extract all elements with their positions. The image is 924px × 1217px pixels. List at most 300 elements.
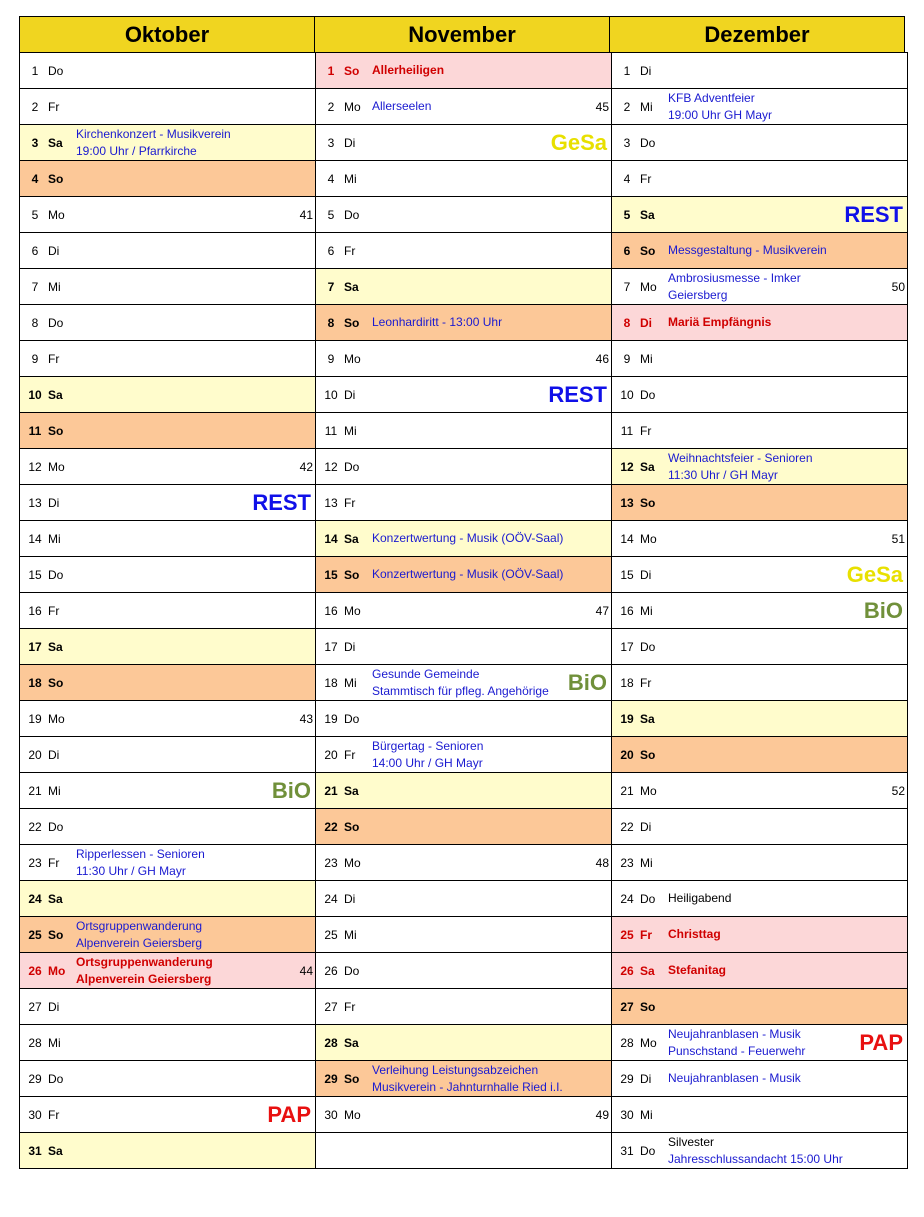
- day-row: [19, 736, 316, 773]
- event-line: Mariä Empfängnis: [668, 315, 772, 329]
- weekday: So: [48, 423, 64, 438]
- weekday: Di: [48, 747, 60, 762]
- day-row: [611, 520, 908, 557]
- event-line: Neujahranblasen - Musik: [668, 1026, 801, 1041]
- day-number: 15: [324, 567, 338, 582]
- event-text: [668, 89, 772, 124]
- weekday: Mi: [48, 531, 61, 546]
- day-number: 30: [324, 1107, 338, 1122]
- day-number: 7: [31, 279, 39, 294]
- day-row: [611, 340, 908, 377]
- day-row: [611, 916, 908, 953]
- day-row: [19, 808, 316, 845]
- day-row: [611, 628, 908, 665]
- day-number: 15: [28, 567, 42, 582]
- day-number: 15: [620, 567, 634, 582]
- day-row: [611, 448, 908, 485]
- day-row: [19, 592, 316, 629]
- day-number: 4: [327, 171, 335, 186]
- week-number: 45: [595, 99, 609, 114]
- day-number: 21: [28, 783, 42, 798]
- month-header-dezember: Dezember: [609, 16, 905, 53]
- empty-row: [315, 1132, 612, 1169]
- day-row: [315, 628, 612, 665]
- weekday: Do: [640, 387, 656, 402]
- collection-tag: REST: [252, 489, 311, 515]
- week-number: 47: [595, 603, 609, 618]
- day-row: [19, 340, 316, 377]
- day-row: [611, 700, 908, 737]
- day-row: [19, 412, 316, 449]
- event-line: Heiligabend: [668, 891, 732, 905]
- weekday: Sa: [344, 783, 359, 798]
- week-number: 52: [891, 783, 905, 798]
- day-row: [315, 376, 612, 413]
- day-number: 26: [28, 963, 42, 978]
- event-line: Ortsgruppenwanderung: [76, 918, 203, 933]
- event-line: Ambrosiusmesse - Imker: [668, 270, 801, 285]
- event-text: [372, 665, 549, 700]
- day-number: 24: [620, 891, 634, 906]
- event-text: [76, 845, 205, 880]
- weekday: Mo: [344, 351, 361, 366]
- event-line: Geiersberg: [668, 287, 728, 302]
- event-text: [668, 881, 731, 916]
- week-number: 49: [595, 1107, 609, 1122]
- day-row: [19, 88, 316, 125]
- event-text: [372, 557, 563, 592]
- day-row: [611, 304, 908, 341]
- event-line: 19:00 Uhr GH Mayr: [668, 107, 773, 122]
- weekday: Di: [640, 819, 652, 834]
- day-number: 14: [324, 531, 338, 546]
- day-row: [315, 988, 612, 1025]
- day-number: 10: [324, 387, 338, 402]
- event-line: KFB Adventfeier: [668, 90, 755, 105]
- day-number: 13: [324, 495, 338, 510]
- day-number: 16: [28, 603, 42, 618]
- event-line: Stefanitag: [668, 963, 727, 977]
- day-row: [315, 196, 612, 233]
- weekday: Do: [640, 639, 656, 654]
- event-text: [372, 305, 502, 340]
- day-number: 20: [620, 747, 634, 762]
- event-line: Musikverein - Jahnturnhalle Ried i.I.: [372, 1079, 563, 1094]
- weekday: Fr: [640, 423, 652, 438]
- day-number: 18: [620, 675, 634, 690]
- weekday: Sa: [344, 1035, 359, 1050]
- day-number: 27: [28, 999, 42, 1014]
- weekday: Mi: [344, 927, 357, 942]
- day-row: [611, 592, 908, 629]
- day-number: 21: [620, 783, 634, 798]
- weekday: Di: [48, 243, 60, 258]
- weekday: Mi: [640, 1107, 653, 1122]
- event-text: [76, 125, 231, 160]
- day-number: 25: [324, 927, 338, 942]
- day-number: 2: [31, 99, 39, 114]
- day-row: [19, 520, 316, 557]
- weekday: Sa: [640, 711, 655, 726]
- weekday: So: [48, 927, 64, 942]
- day-row: [611, 160, 908, 197]
- day-number: 22: [28, 819, 42, 834]
- day-row: [611, 412, 908, 449]
- event-text: [668, 1025, 805, 1060]
- event-line: 14:00 Uhr / GH Mayr: [372, 755, 483, 770]
- day-number: 11: [28, 423, 42, 438]
- day-row: [19, 268, 316, 305]
- event-text: [668, 449, 813, 484]
- day-number: 25: [28, 927, 42, 942]
- day-number: 30: [28, 1107, 42, 1122]
- day-number: 29: [324, 1071, 338, 1086]
- day-row: [315, 880, 612, 917]
- weekday: Mo: [344, 99, 361, 114]
- weekday: Fr: [48, 99, 60, 114]
- weekday: Fr: [640, 675, 652, 690]
- day-number: 31: [620, 1143, 634, 1158]
- weekday: Di: [344, 135, 356, 150]
- day-number: 9: [31, 351, 39, 366]
- month-header-oktober: Oktober: [19, 16, 315, 53]
- weekday: Mi: [48, 783, 61, 798]
- day-number: 25: [620, 927, 634, 942]
- weekday: Mi: [640, 603, 653, 618]
- day-row: [315, 520, 612, 557]
- day-number: 19: [620, 711, 634, 726]
- weekday: Fr: [640, 171, 652, 186]
- week-number: 50: [891, 279, 905, 294]
- day-row: [19, 664, 316, 701]
- day-row: [611, 1096, 908, 1133]
- weekday: Mo: [640, 783, 657, 798]
- event-line: Allerheiligen: [372, 63, 445, 77]
- event-line: Neujahranblasen - Musik: [668, 1071, 801, 1085]
- weekday: Do: [48, 315, 64, 330]
- weekday: Mi: [640, 99, 653, 114]
- weekday: So: [344, 315, 360, 330]
- event-line: Gesunde Gemeinde: [372, 666, 480, 681]
- event-line: Allerseelen: [372, 99, 432, 113]
- day-number: 17: [620, 639, 634, 654]
- day-row: [315, 340, 612, 377]
- event-line: Konzertwertung - Musik (OÖV-Saal): [372, 567, 564, 581]
- day-row: [611, 1060, 908, 1097]
- event-text: [372, 737, 483, 772]
- day-number: 10: [620, 387, 634, 402]
- weekday: Do: [48, 819, 64, 834]
- day-row: [315, 124, 612, 161]
- day-number: 19: [28, 711, 42, 726]
- weekday: Do: [48, 567, 64, 582]
- month-header-november: November: [314, 16, 610, 53]
- day-number: 4: [623, 171, 631, 186]
- week-number: 48: [595, 855, 609, 870]
- day-row: [19, 988, 316, 1025]
- day-number: 23: [28, 855, 42, 870]
- day-number: 8: [327, 315, 335, 330]
- weekday: So: [48, 675, 64, 690]
- day-row: [315, 268, 612, 305]
- weekday: Di: [48, 495, 60, 510]
- day-row: [315, 232, 612, 269]
- day-row: [611, 844, 908, 881]
- week-number: 43: [299, 711, 313, 726]
- day-number: 30: [620, 1107, 634, 1122]
- weekday: So: [344, 63, 360, 78]
- weekday: Mi: [48, 279, 61, 294]
- weekday: Do: [344, 207, 360, 222]
- day-number: 29: [28, 1071, 42, 1086]
- day-row: [19, 700, 316, 737]
- weekday: Sa: [48, 1143, 63, 1158]
- day-row: [19, 376, 316, 413]
- day-row: [611, 376, 908, 413]
- day-number: 17: [28, 639, 42, 654]
- collection-tag: BiO: [567, 669, 607, 695]
- day-row: [315, 1060, 612, 1097]
- day-row: [19, 772, 316, 809]
- day-number: 17: [324, 639, 338, 654]
- weekday: Di: [640, 315, 652, 330]
- day-row: [19, 52, 316, 89]
- day-number: 7: [623, 279, 631, 294]
- weekday: Mo: [48, 207, 65, 222]
- event-line: Verleihung Leistungsabzeichen: [372, 1062, 539, 1077]
- event-line: Kirchenkonzert - Musikverein: [76, 126, 231, 141]
- weekday: Mi: [48, 1035, 61, 1050]
- weekday: Do: [640, 1143, 656, 1158]
- day-number: 27: [324, 999, 338, 1014]
- day-row: [611, 52, 908, 89]
- day-number: 24: [28, 891, 42, 906]
- event-line: Alpenverein Geiersberg: [76, 935, 203, 950]
- collection-tag: REST: [548, 381, 607, 407]
- day-number: 23: [620, 855, 634, 870]
- day-row: [315, 160, 612, 197]
- collection-tag: BiO: [863, 597, 903, 623]
- day-row: [611, 772, 908, 809]
- collection-tag: REST: [844, 201, 903, 227]
- day-row: [315, 52, 612, 89]
- day-number: 26: [324, 963, 338, 978]
- day-number: 18: [28, 675, 42, 690]
- weekday: So: [640, 495, 656, 510]
- weekday: Do: [48, 63, 64, 78]
- day-number: 19: [324, 711, 338, 726]
- weekday: Do: [344, 963, 360, 978]
- event-line: Leonhardiritt - 13:00 Uhr: [372, 315, 503, 329]
- day-number: 18: [324, 675, 338, 690]
- event-text: [372, 1061, 563, 1096]
- weekday: So: [640, 243, 656, 258]
- week-number: 44: [299, 963, 313, 978]
- day-row: [315, 664, 612, 701]
- day-row: [19, 160, 316, 197]
- day-number: 9: [327, 351, 335, 366]
- day-row: [315, 412, 612, 449]
- day-row: [611, 664, 908, 701]
- day-number: 24: [324, 891, 338, 906]
- day-number: 28: [620, 1035, 634, 1050]
- day-row: [611, 952, 908, 989]
- day-row: [315, 304, 612, 341]
- weekday: Mi: [344, 423, 357, 438]
- day-number: 28: [28, 1035, 42, 1050]
- day-row: [611, 736, 908, 773]
- day-row: [19, 916, 316, 953]
- day-number: 6: [31, 243, 39, 258]
- day-number: 23: [324, 855, 338, 870]
- day-number: 2: [327, 99, 335, 114]
- day-number: 5: [623, 207, 631, 222]
- weekday: Mo: [344, 1107, 361, 1122]
- event-text: [668, 917, 721, 952]
- weekday: Fr: [48, 351, 60, 366]
- day-row: [611, 808, 908, 845]
- weekday: So: [48, 171, 64, 186]
- day-number: 6: [623, 243, 631, 258]
- collection-tag: PAP: [859, 1029, 903, 1055]
- day-number: 7: [327, 279, 335, 294]
- weekday: So: [344, 819, 360, 834]
- day-number: 16: [620, 603, 634, 618]
- event-line: Alpenverein Geiersberg: [76, 971, 212, 986]
- day-number: 11: [620, 423, 634, 438]
- collection-tag: GeSa: [846, 561, 903, 587]
- day-number: 31: [28, 1143, 42, 1158]
- weekday: So: [344, 1071, 360, 1086]
- weekday: Sa: [48, 387, 63, 402]
- day-number: 21: [324, 783, 338, 798]
- day-row: [315, 556, 612, 593]
- weekday: Sa: [640, 459, 655, 474]
- weekday: Mi: [640, 855, 653, 870]
- day-number: 8: [31, 315, 39, 330]
- weekday: Fr: [640, 927, 652, 942]
- weekday: Sa: [640, 207, 655, 222]
- day-row: [611, 268, 908, 305]
- event-line: Christtag: [668, 927, 721, 941]
- week-number: 42: [299, 459, 313, 474]
- event-line: Bürgertag - Senioren: [372, 738, 484, 753]
- day-number: 3: [623, 135, 631, 150]
- day-row: [611, 988, 908, 1025]
- day-row: [315, 1096, 612, 1133]
- day-row: [19, 628, 316, 665]
- weekday: Mo: [48, 711, 65, 726]
- weekday: Di: [640, 567, 652, 582]
- weekday: Mi: [344, 171, 357, 186]
- day-row: [19, 124, 316, 161]
- weekday: Di: [640, 63, 652, 78]
- day-row: [611, 880, 908, 917]
- event-line: Punschstand - Feuerwehr: [668, 1043, 806, 1058]
- week-number: 41: [299, 207, 313, 222]
- calendar: [19, 16, 905, 1169]
- weekday: Di: [344, 387, 356, 402]
- event-line: 11:30 Uhr / GH Mayr: [668, 467, 778, 482]
- weekday: Di: [640, 1071, 652, 1086]
- weekday: Mo: [48, 459, 65, 474]
- event-line: 19:00 Uhr / Pfarrkirche: [76, 143, 197, 158]
- event-text: [668, 305, 771, 340]
- event-line: Ripperlessen - Senioren: [76, 846, 205, 861]
- event-text: [668, 233, 827, 268]
- weekday: Do: [344, 711, 360, 726]
- day-number: 1: [327, 63, 335, 78]
- weekday: Mo: [344, 603, 361, 618]
- day-number: 1: [623, 63, 631, 78]
- event-line: Messgestaltung - Musikverein: [668, 243, 827, 257]
- event-text: [668, 269, 801, 304]
- day-number: 14: [28, 531, 42, 546]
- weekday: Sa: [48, 135, 63, 150]
- day-number: 26: [620, 963, 634, 978]
- weekday: Di: [344, 891, 356, 906]
- day-number: 12: [620, 459, 634, 474]
- weekday: Fr: [48, 855, 60, 870]
- event-line: Jahresschlussandacht 15:00 Uhr: [668, 1151, 843, 1166]
- weekday: Mo: [640, 279, 657, 294]
- day-row: [315, 916, 612, 953]
- day-row: [611, 232, 908, 269]
- day-number: 12: [28, 459, 42, 474]
- weekday: Sa: [48, 639, 63, 654]
- day-number: 16: [324, 603, 338, 618]
- weekday: Mo: [344, 855, 361, 870]
- day-number: 3: [327, 135, 335, 150]
- day-row: [315, 592, 612, 629]
- event-line: Stammtisch für pfleg. Angehörige: [372, 683, 549, 698]
- event-text: [668, 953, 726, 988]
- month-column-dezember: [611, 53, 907, 1169]
- weekday: Fr: [344, 747, 356, 762]
- day-row: [315, 736, 612, 773]
- event-text: [668, 1061, 801, 1096]
- day-row: [19, 1024, 316, 1061]
- day-row: [19, 880, 316, 917]
- event-text: [372, 521, 563, 556]
- day-number: 14: [620, 531, 634, 546]
- day-number: 11: [324, 423, 338, 438]
- weekday: Mi: [344, 675, 357, 690]
- event-text: [372, 53, 444, 88]
- collection-tag: GeSa: [550, 129, 607, 155]
- week-number: 51: [891, 531, 905, 546]
- event-line: 11:30 Uhr / GH Mayr: [76, 863, 186, 878]
- weekday: Di: [344, 639, 356, 654]
- month-header-row: [19, 16, 905, 53]
- weekday: Mo: [640, 1035, 657, 1050]
- collection-tag: PAP: [267, 1101, 311, 1127]
- day-row: [19, 304, 316, 341]
- day-row: [611, 484, 908, 521]
- event-line: Ortsgruppenwanderung: [76, 954, 213, 969]
- day-row: [315, 448, 612, 485]
- event-line: Konzertwertung - Musik (OÖV-Saal): [372, 531, 564, 545]
- day-row: [611, 196, 908, 233]
- weekday: Fr: [48, 1107, 60, 1122]
- day-row: [19, 1132, 316, 1169]
- weekday: Fr: [48, 603, 60, 618]
- day-number: 8: [623, 315, 631, 330]
- day-row: [611, 556, 908, 593]
- weekday: Sa: [344, 279, 359, 294]
- day-number: 5: [31, 207, 39, 222]
- day-number: 29: [620, 1071, 634, 1086]
